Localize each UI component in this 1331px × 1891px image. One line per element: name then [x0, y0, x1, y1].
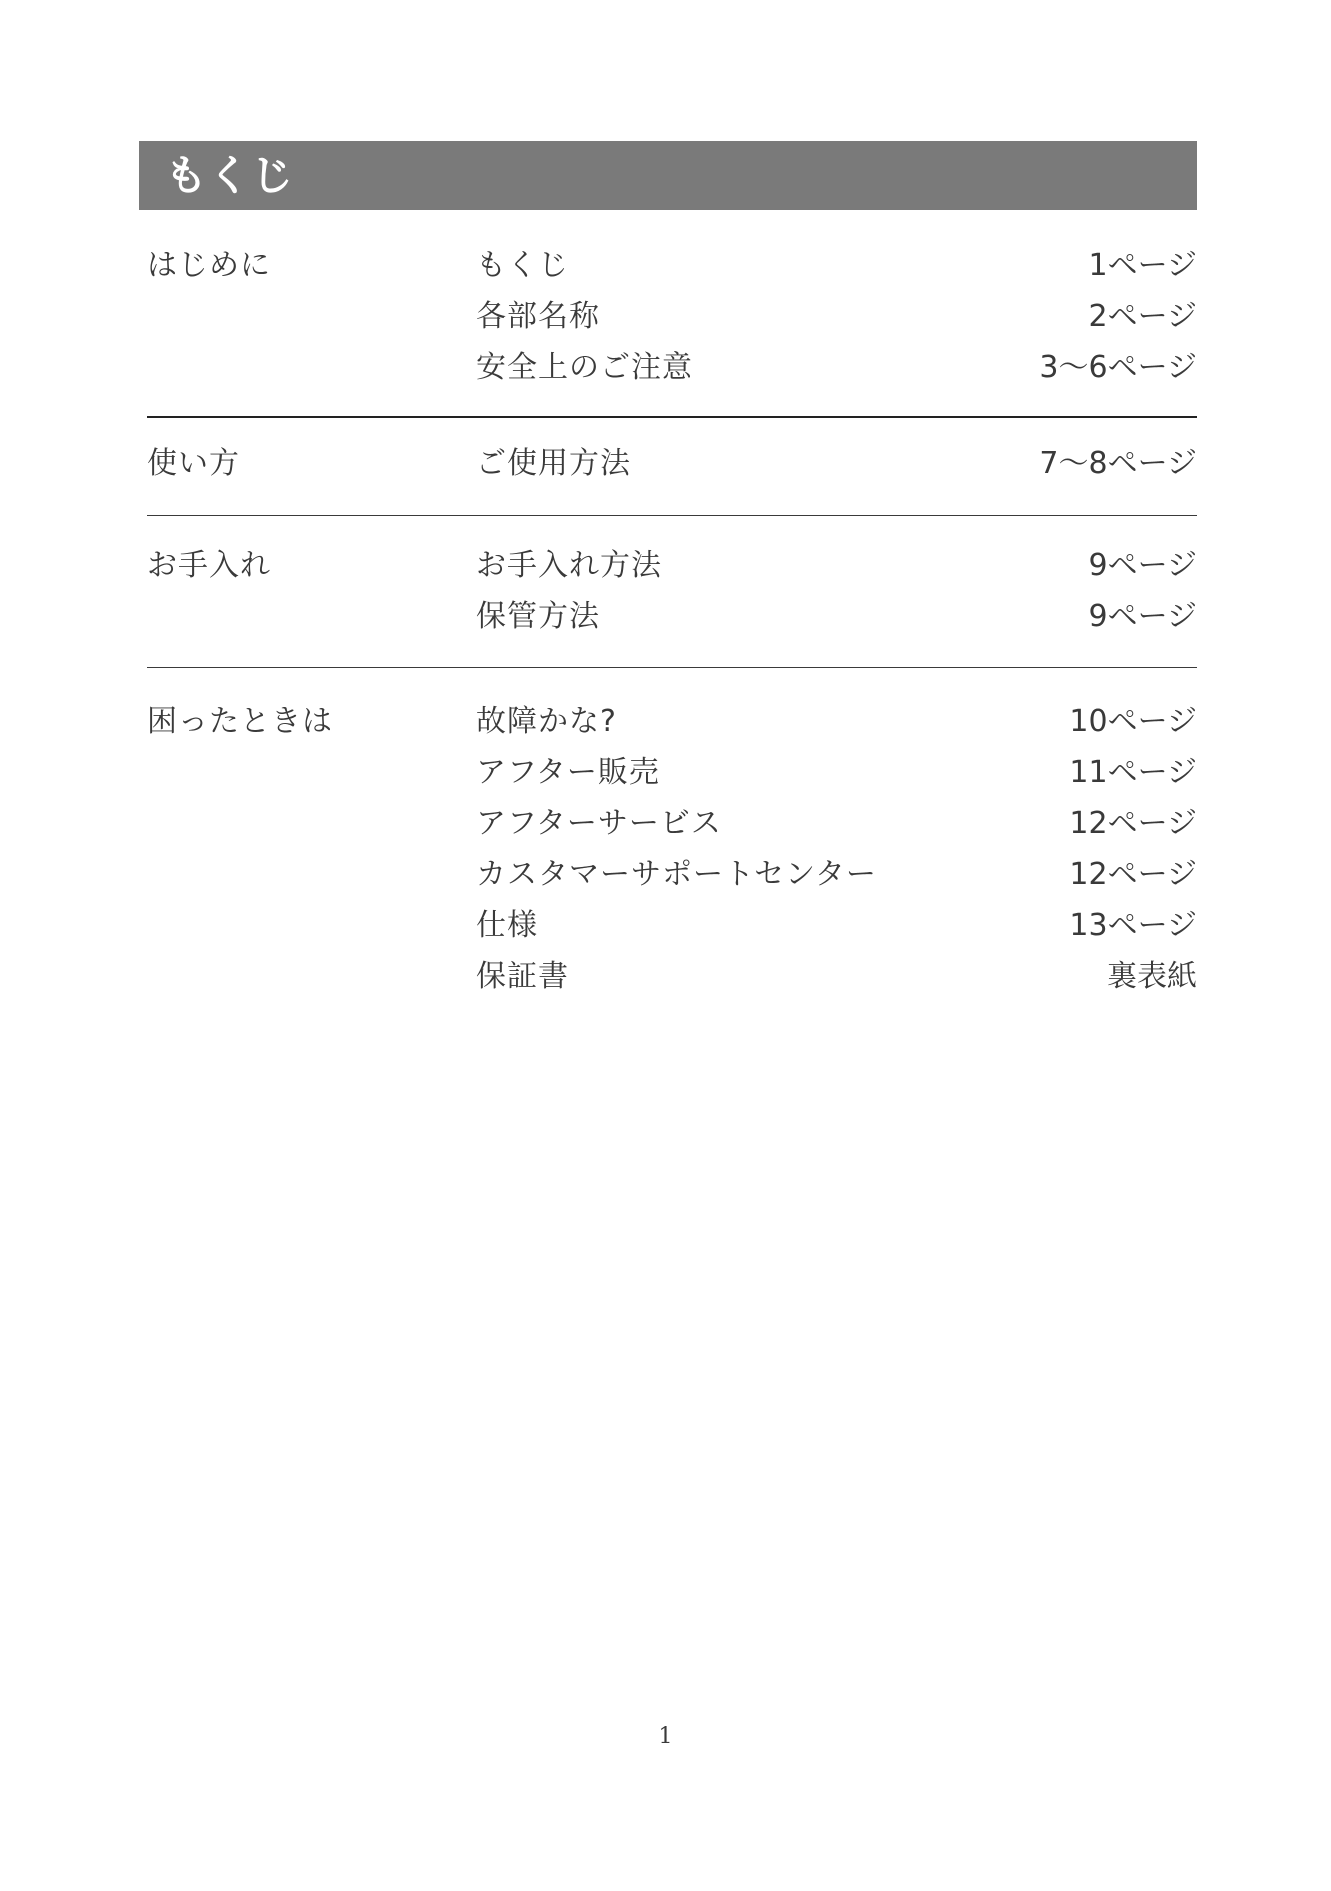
- toc-entry-page: 12ページ: [1069, 806, 1197, 841]
- toc-entry-page: 11ページ: [1069, 755, 1197, 790]
- toc-entry-title: 各部名称: [476, 299, 600, 334]
- toc-entry[interactable]: [476, 540, 1197, 591]
- section-label: 使い方: [147, 446, 240, 481]
- toc-entry[interactable]: [476, 951, 1197, 1002]
- toc-entry-page: 7〜8ページ: [1039, 446, 1197, 481]
- section-label: お手入れ: [147, 548, 271, 583]
- toc-entry[interactable]: [476, 591, 1197, 642]
- toc-entry-title: 故障かな?: [476, 704, 617, 739]
- section-entries: [476, 438, 1197, 489]
- section-entries: [476, 540, 1197, 642]
- toc-entry[interactable]: [476, 900, 1197, 951]
- toc-entry-page: 3〜6ページ: [1039, 350, 1197, 385]
- toc-entry[interactable]: [476, 696, 1197, 747]
- toc-entry-page: 12ページ: [1069, 857, 1197, 892]
- toc-entry[interactable]: [476, 438, 1197, 489]
- toc-entry-page: 9ページ: [1088, 548, 1197, 583]
- toc-entry[interactable]: [476, 798, 1197, 849]
- toc-entry-page: 9ページ: [1088, 599, 1197, 634]
- section-divider: [147, 667, 1197, 668]
- section-label: はじめに: [147, 248, 271, 283]
- toc-entry[interactable]: [476, 342, 1197, 393]
- toc-entry-title: 保管方法: [476, 599, 600, 634]
- toc-entry[interactable]: [476, 291, 1197, 342]
- toc-entry-page: 裏表紙: [1107, 959, 1197, 994]
- toc-entry-title: お手入れ方法: [476, 548, 662, 583]
- toc-entry-title: もくじ: [476, 248, 569, 283]
- toc-entry-title: アフター販売: [476, 755, 660, 790]
- toc-entry-title: カスタマーサポートセンター: [476, 857, 877, 892]
- toc-entry[interactable]: [476, 849, 1197, 900]
- section-entries: [476, 696, 1197, 1002]
- toc-entry-page: 1ページ: [1088, 248, 1197, 283]
- toc-entry-title: 仕様: [476, 908, 538, 943]
- toc-entry-title: ご使用方法: [476, 446, 631, 481]
- toc-title-bar: [139, 141, 1197, 210]
- page-title: もくじ: [165, 151, 295, 200]
- section-divider: [147, 416, 1197, 418]
- section-divider: [147, 515, 1197, 516]
- section-entries: [476, 240, 1197, 393]
- toc-entry[interactable]: [476, 747, 1197, 798]
- toc-entry-page: 10ページ: [1069, 704, 1197, 739]
- toc-entry[interactable]: [476, 240, 1197, 291]
- toc-entry-page: 13ページ: [1069, 908, 1197, 943]
- toc-entry-title: 保証書: [476, 959, 569, 994]
- toc-entry-title: 安全上のご注意: [476, 350, 693, 385]
- toc-entry-title: アフターサービス: [476, 806, 722, 841]
- page-number: 1: [658, 1724, 673, 1749]
- toc-entry-page: 2ページ: [1088, 299, 1197, 334]
- section-label: 困ったときは: [147, 704, 333, 739]
